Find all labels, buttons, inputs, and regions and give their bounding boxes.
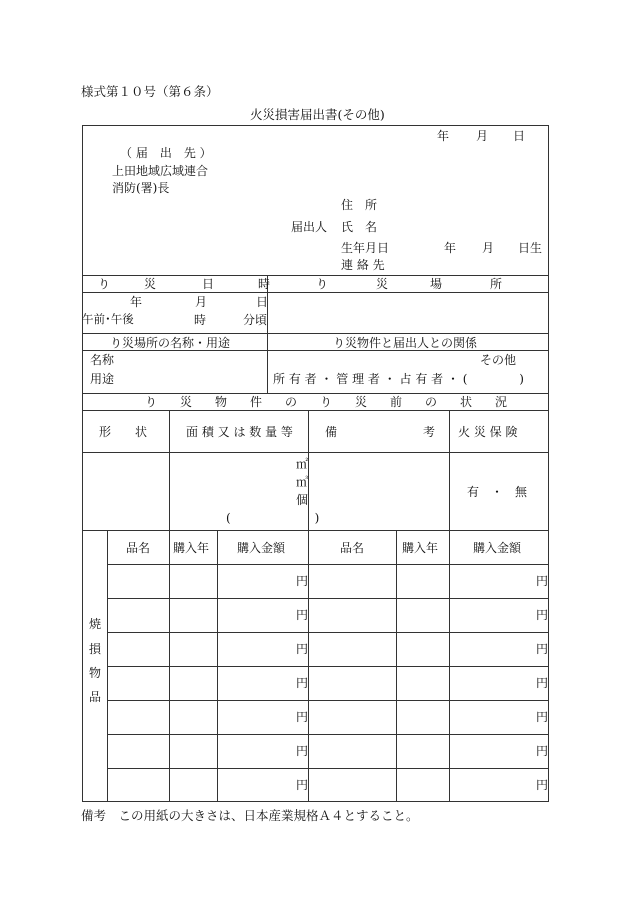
date-month: 月 — [476, 129, 489, 143]
place-name-label: 名称 — [90, 353, 115, 367]
yen-mark: 円 — [536, 676, 549, 690]
birth-year: 年 — [444, 241, 457, 255]
birth-month: 月 — [482, 241, 495, 255]
yen-mark: 円 — [536, 642, 549, 656]
yen-mark: 円 — [536, 608, 549, 622]
relation-header: り災物件と届出人との関係 — [333, 336, 478, 350]
applicant-birthdate-label: 生年月日 — [341, 241, 390, 255]
disaster-ampm: 午前･午後 — [82, 312, 134, 326]
yen-mark: 円 — [296, 778, 309, 792]
disaster-month: 月 — [195, 295, 208, 309]
area-parenthesis: ( ) — [226, 511, 320, 525]
yen-mark: 円 — [296, 642, 309, 656]
recipient-line2: 消防(署)長 — [112, 181, 170, 195]
insurance-value: 有 ・ 無 — [467, 485, 528, 499]
insurance-column-header: 火 災 保 険 — [458, 425, 518, 439]
yen-mark: 円 — [536, 778, 549, 792]
item-header-name-1: 品名 — [126, 541, 151, 555]
place-name-header: り災場所の名称・用途 — [110, 336, 231, 350]
disaster-hour: 時 — [194, 313, 207, 327]
unit-cubic-meter: ㎥ — [296, 475, 309, 489]
recipient-line1: 上田地域広域連合 — [112, 164, 209, 178]
date-day: 日 — [513, 129, 526, 143]
disaster-year: 年 — [130, 295, 143, 309]
unit-square-meter: ㎡ — [296, 457, 309, 471]
yen-mark: 円 — [536, 574, 549, 588]
date-year: 年 — [437, 129, 450, 143]
remarks-column-header-a: 備 — [325, 425, 338, 439]
yen-mark: 円 — [296, 676, 309, 690]
disaster-day: 日 — [256, 295, 269, 309]
area-column-header: 面 積 又 は 数 量 等 — [186, 425, 293, 439]
yen-mark: 円 — [296, 608, 309, 622]
item-header-year-1: 購入年 — [173, 541, 210, 555]
relation-other: その他 — [480, 353, 517, 367]
yen-mark: 円 — [536, 744, 549, 758]
remarks-column-header-b: 考 — [423, 425, 436, 439]
footer-note: 備考 この用紙の大きさは、日本産業規格Ａ４とすること。 — [81, 808, 419, 823]
place-use-label: 用途 — [90, 372, 115, 386]
applicant-address-label: 住 所 — [341, 198, 378, 212]
birth-day: 日生 — [518, 241, 543, 255]
item-header-amount-2: 購入金額 — [473, 541, 522, 555]
recipient-heading: （ 届 出 先 ） — [120, 146, 212, 160]
applicant-contact-label: 連 絡 先 — [341, 258, 385, 272]
form-label: 様式第１０号（第６条） — [81, 84, 219, 99]
item-header-name-2: 品名 — [340, 541, 365, 555]
yen-mark: 円 — [296, 710, 309, 724]
applicant-label: 届出人 — [291, 220, 328, 234]
yen-mark: 円 — [536, 710, 549, 724]
shape-column-header: 形 状 — [99, 425, 148, 439]
form-title: 火災損害届出書(その他) — [250, 107, 385, 122]
yen-mark: 円 — [296, 744, 309, 758]
unit-piece: 個 — [296, 493, 309, 507]
item-header-amount-1: 購入金額 — [237, 541, 286, 555]
item-header-year-2: 購入年 — [402, 541, 439, 555]
applicant-name-label: 氏 名 — [341, 220, 378, 234]
disaster-minute: 分頃 — [243, 313, 268, 327]
yen-mark: 円 — [296, 574, 309, 588]
relation-options: 所 有 者 ・ 管 理 者 ・ 占 有 者 ・ ( ) — [273, 372, 524, 386]
